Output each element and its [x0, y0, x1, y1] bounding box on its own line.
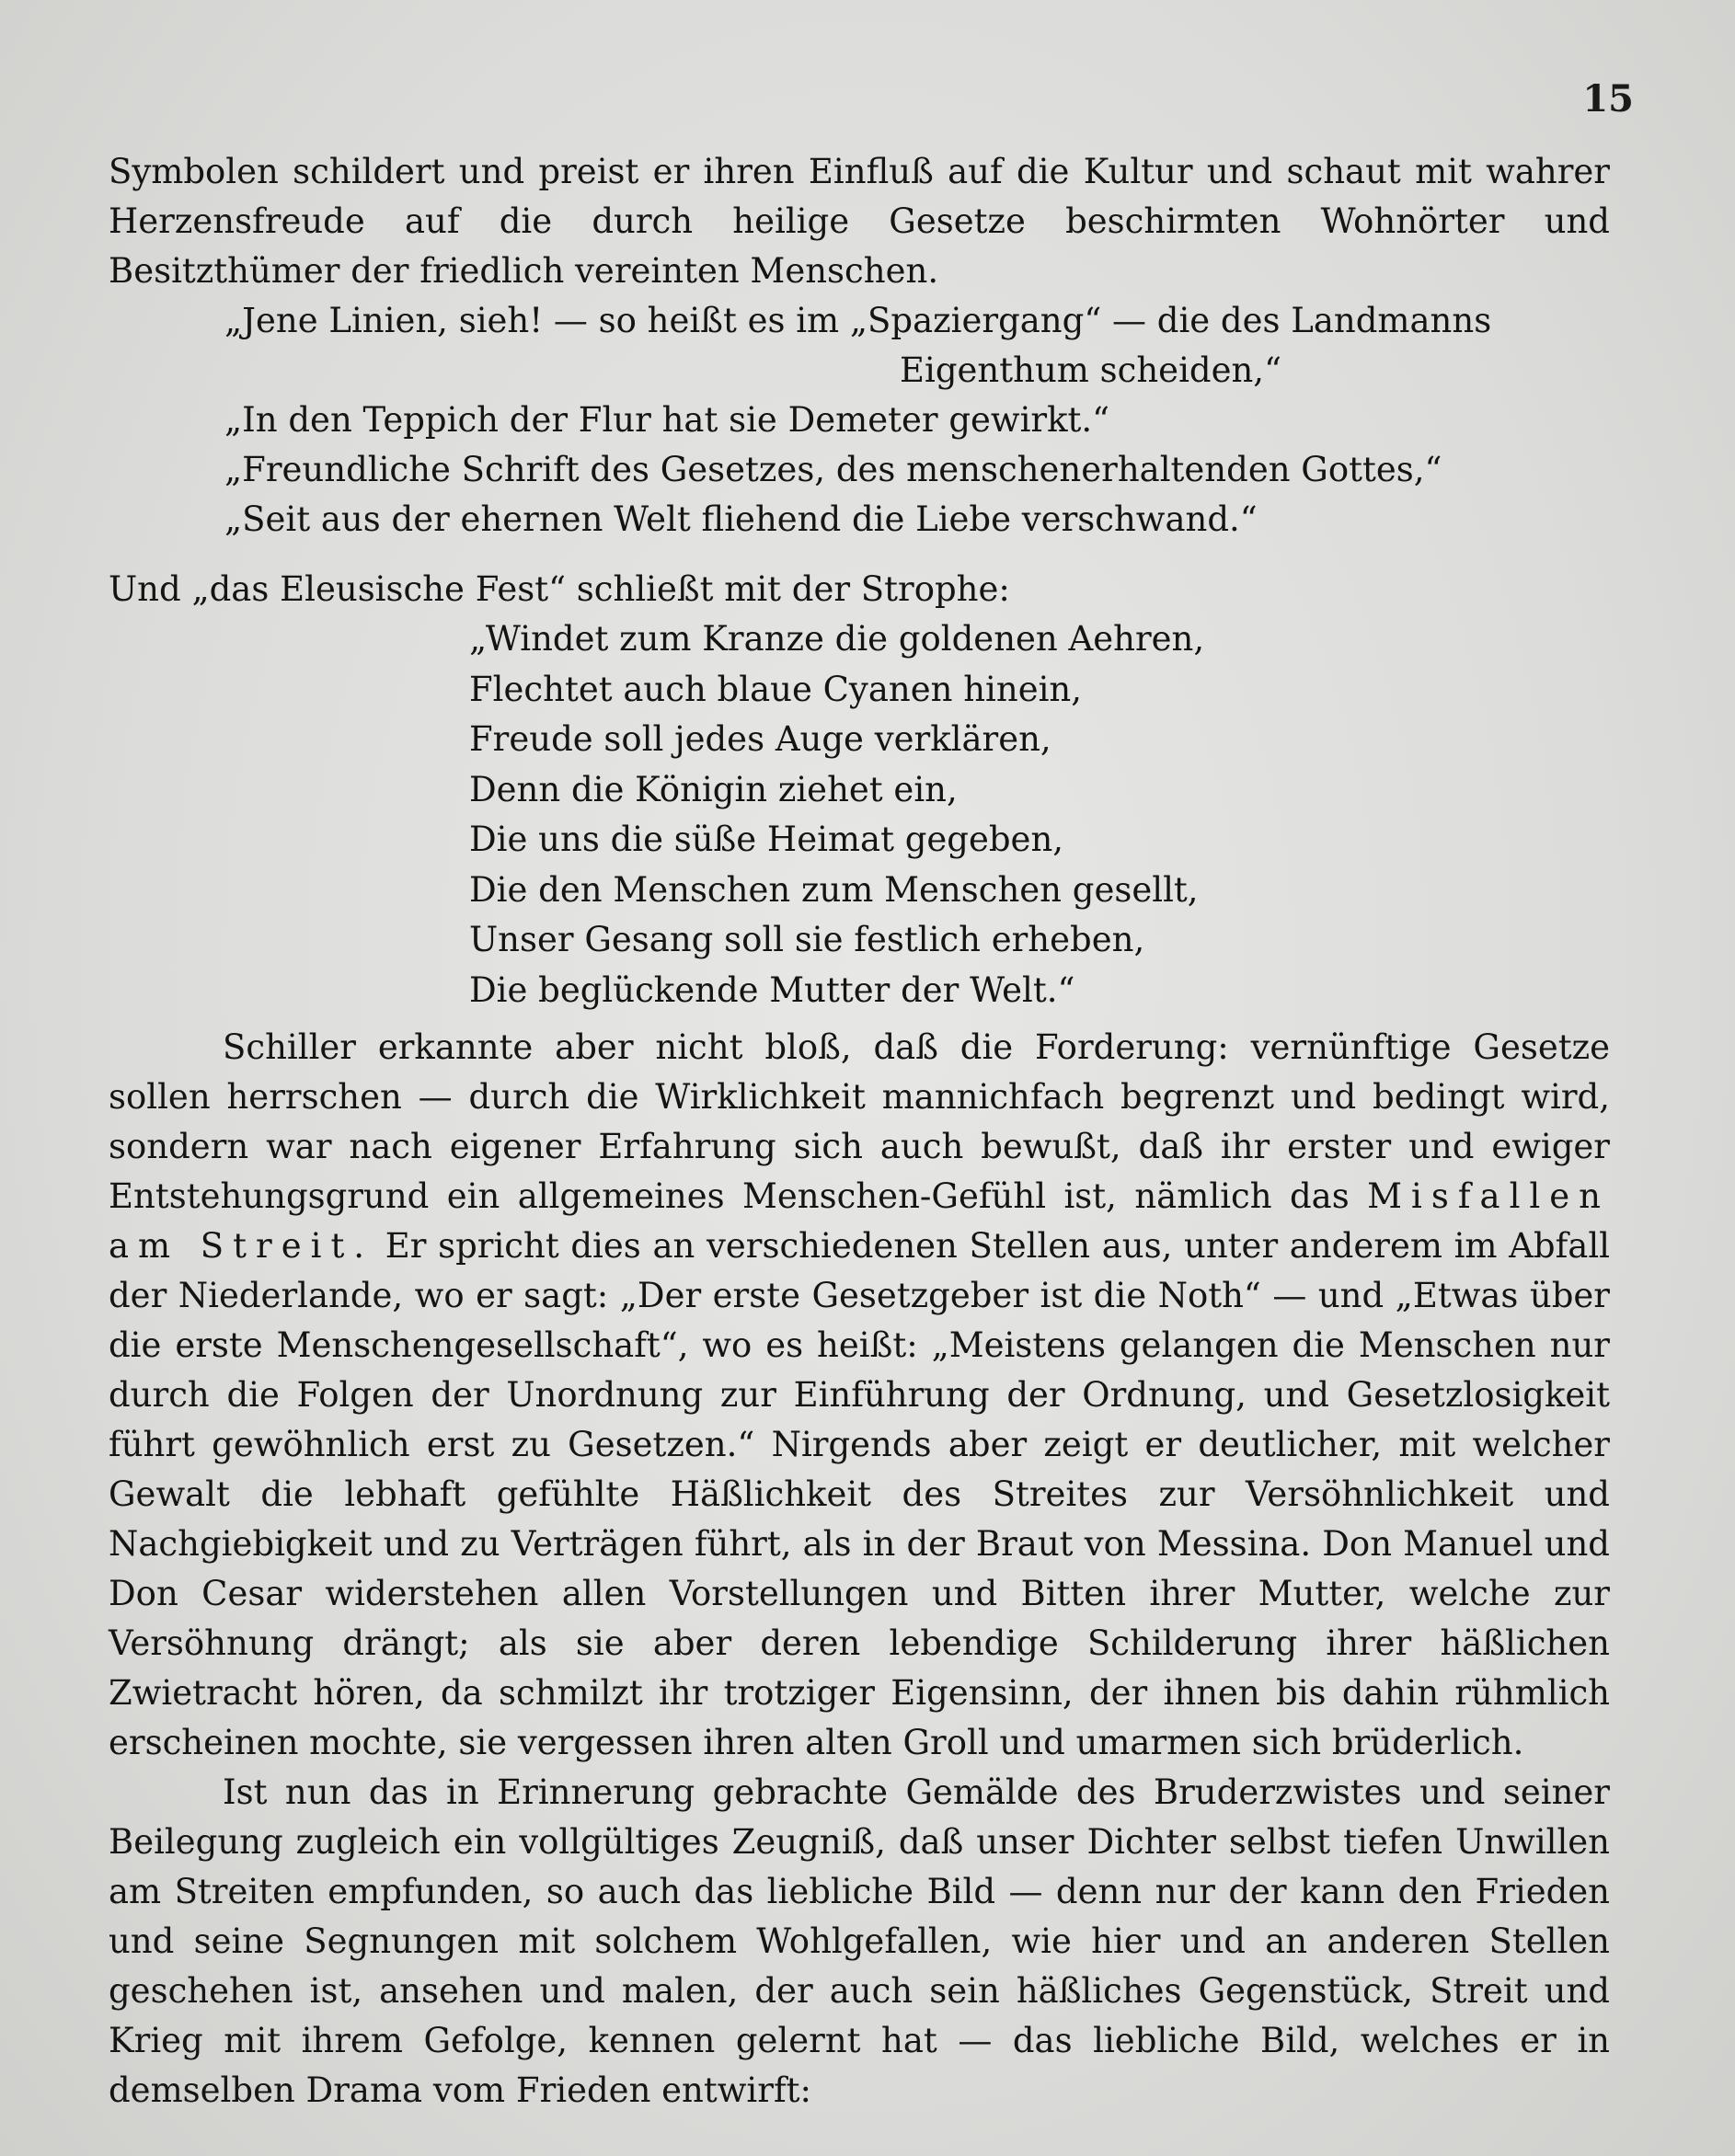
paragraph-text-after-emphasis: Er spricht dies an verschiedenen Stellen aus, unter anderem im Abfall der Niederlande, wo er sagt: „Der erste Gesetzgeber ist die Noth“ — und „Etwas über die erste Menschengesellschaft“, wo es heißt: „Meistens gelangen die Menschen nur durch die Folgen der Unordnung zur Einführung der Ordnung, und Gesetzlosigkeit führt gewöhnlich erst zu Gesetzen.“ Nirgends aber zeigt er deutlicher, mit welcher Gewalt die lebhaft gefühlte Häßlichkeit des Streites zur Versöhnlichkeit und Nachgiebigkeit und zu Verträgen führt, als in der Braut von Messina. Don Manuel und Don Cesar widerstehen allen Vorstellungen und Bitten ihrer Mutter, welche zur Versöhnung drängt; als sie aber deren lebendige Schilderung ihrer häßlichen Zwietracht hören, da schmilzt ihr trotziger Eigensinn, der ihnen bis dahin rühmlich erscheinen mochte, sie vergessen ihren alten Groll und umarmen sich brüderlich. [109, 1226, 1610, 1762]
quote-line-eigenthum: Eigenthum scheiden,“ [900, 350, 1281, 390]
poem-line: Die den Menschen zum Menschen gesellt, [469, 869, 1199, 910]
quote-line-jene-linien: „Jene Linien, sieh! — so heißt es im „Spaziergang“ — die des Landmanns [224, 301, 1492, 340]
page-number: 15 [1582, 77, 1634, 120]
quote-line-seit-aus: „Seit aus der ehernen Welt fliehend die Liebe verschwand.“ [224, 499, 1258, 539]
poem-intro: Und „das Eleusische Fest“ schließt mit der Strophe: [109, 569, 1010, 609]
poem-line: „Windet zum Kranze die goldenen Aehren, [469, 619, 1205, 659]
poem-line: Flechtet auch blaue Cyanen hinein, [469, 669, 1083, 709]
quote-line-teppich: „In den Teppich der Flur hat sie Demeter gewirkt.“ [224, 400, 1110, 440]
eleusisches-fest-poem [109, 614, 1610, 1015]
poem-line: Denn die Königin ziehet ein, [469, 769, 958, 809]
paragraph-text-before-emphasis: Schiller erkannte aber nicht bloß, daß die Forderung: vernünftige Gesetze sollen herrschen — durch die Wirklichkeit mannichfach begrenzt und bedingt wird, sondern war nach eigener Erfahrung sich auch bewußt, daß ihr erster und ewiger Entstehungsgrund ein allgemeines Menschen-Gefühl ist, nämlich das [109, 1027, 1610, 1216]
poem-line: Die beglückende Mutter der Welt.“ [469, 969, 1075, 1010]
poem-line: Die uns die süße Heimat gegeben, [469, 820, 1064, 859]
quote-line-freundliche-schrift: „Freundliche Schrift des Gesetzes, des menschenerhaltenden Gottes,“ [224, 450, 1442, 489]
poem-line: Freude soll jedes Auge verklären, [469, 719, 1051, 759]
paragraph-symbolen: Symbolen schildert und preist er ihren Einfluß auf die Kultur und schaut mit wahrer Herzensfreude auf die durch heilige Gesetze beschirmten Wohnörter und Besitzthümer der friedlich vereinten Menschen. [109, 152, 1610, 291]
paragraph-ist-nun: Ist nun das in Erinnerung gebrachte Gemälde des Bruderzwistes und seiner Beilegung zugleich ein vollgültiges Zeugniß, daß unser Dichter selbst tiefen Unwillen am Streiten empfunden, so auch das liebliche Bild — denn nur der kann den Frieden und seine Segnungen mit solchem Wohlgefallen, wie hier und an anderen Stellen geschehen ist, ansehen und malen, der auch sein häßliches Gegenstück, Streit und Krieg mit ihrem Gefolge, kennen gelernt hat — das liebliche Bild, welches er in demselben Drama vom Frieden entwirft: [109, 1772, 1610, 2110]
poem-line: Unser Gesang soll sie festlich erheben, [469, 920, 1145, 959]
spaziergang-quotes [109, 296, 1610, 545]
emphasis-misfallen-am-streit: Misfallen am Streit. [109, 1176, 1610, 1266]
page-body [109, 147, 1610, 2116]
paragraph-schiller-erkannte [109, 1023, 1610, 1768]
